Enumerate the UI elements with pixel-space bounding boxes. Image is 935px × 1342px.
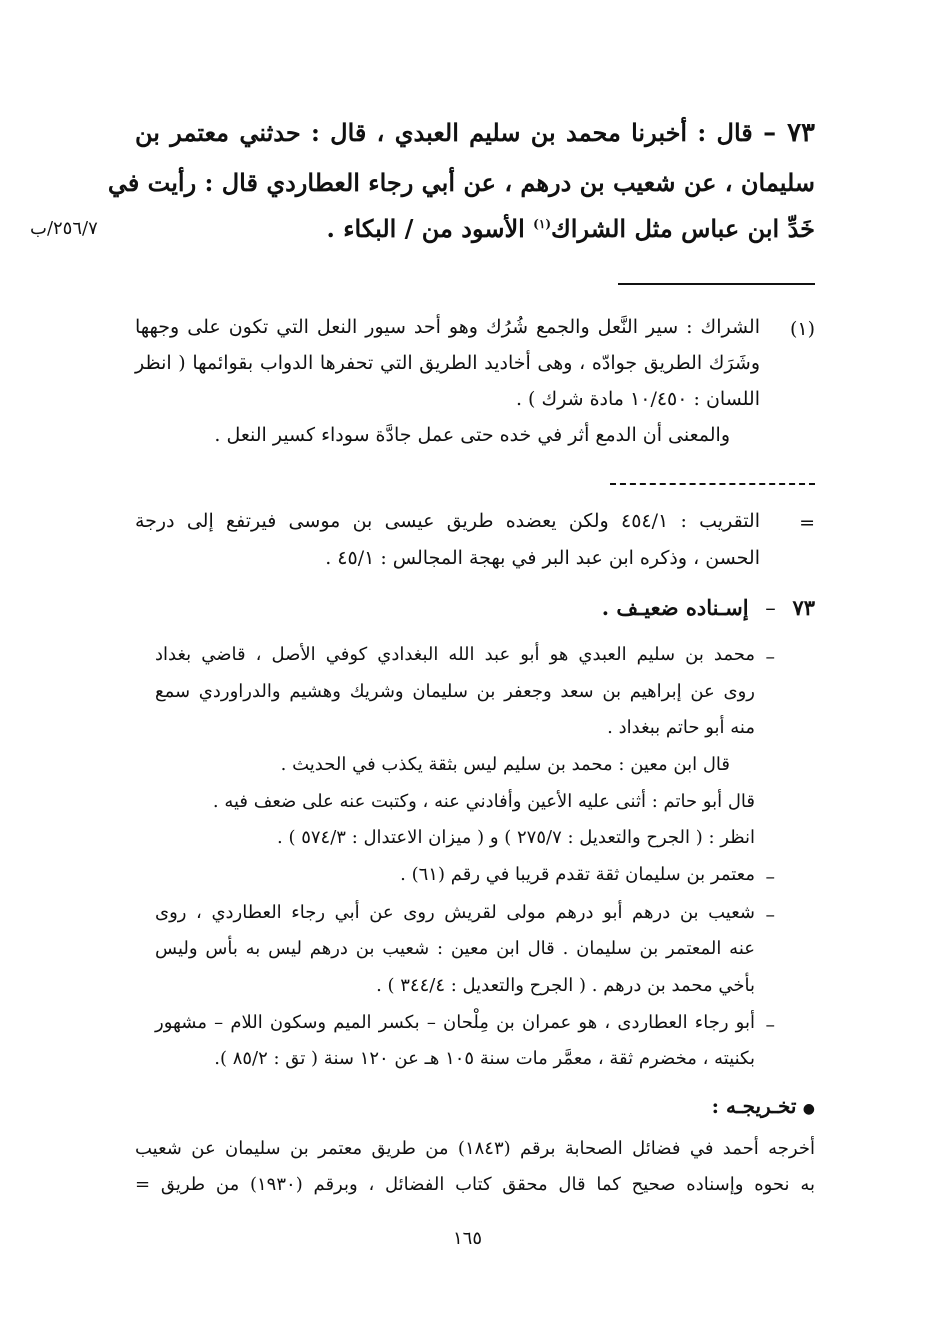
continuation-marker: = (799, 512, 815, 534)
item1-line-6: انظر : ( الجرح والتعديل : ٢٧٥/٧ ) و ( ميزان الاعتدال : ٥٧٤/٣ ) . (277, 827, 755, 848)
item1-line-4: قال ابن معين : محمد بن سليم ليس بثقة يكذب في الحديث . (280, 754, 730, 775)
item4-dash: – (765, 1014, 775, 1036)
footnote-ref: (١) (533, 217, 551, 231)
footnote-line-3: اللسان : ١٠/٤٥٠ مادة شرك ) . (515, 388, 760, 410)
hadith-line-3: خَدِّ ابن عباس مثل الشراك$^{(١)}$ الأسود من / البكاء . (326, 214, 815, 243)
hadith-number: ٧٣ – (763, 118, 815, 148)
takhrij-line-2: به نحوه وإسناده صحيح كما قال محقق كتاب الفضائل ، وبرقم (١٩٣٠) من طريق = (135, 1174, 815, 1195)
item1-line-1: محمد بن سليم العبدي هو أبو عبد الله البغدادي كوفي الأصل ، قاضي بغداد (155, 644, 755, 665)
item2-line-1: معتمر بن سليمان ثقة تقدم قريبا في رقم (٦١) . (400, 864, 755, 885)
footnote-line-2: وشَرَك الطريق جوادّه ، وهى أخاديد الطريق التي تحفرها الدواب بقوائمها ( انظر (135, 352, 760, 374)
commentary-title: إسـناده ضعيـف . (601, 595, 749, 620)
item2-dash: – (765, 866, 775, 888)
footnote-line-4: والمعنى أن الدمع أثر في خده حتى عمل جادَّة سوداء كسير النعل . (214, 424, 730, 446)
takhrij-line-1: أخرجه أحمد في فضائل الصحابة برقم (١٨٤٣) من طريق معتمر بن سليمان عن شعيب (135, 1138, 815, 1159)
footnote-marker: (١) (789, 318, 815, 340)
item1-line-5: قال أبو حاتم : أثنى عليه الأعين وأفادني عنه ، وكتبت عنه على ضعف فيه . (212, 791, 755, 812)
continuation-line-1: التقريب : ٤٥٤/١ ولكن يعضده طريق عيسى بن موسى فيرتفع إلى درجة (135, 510, 760, 532)
hadith-line-2: سليمان ، عن شعيب بن درهم ، عن أبي رجاء العطاردي قال : رأيت في (107, 168, 815, 197)
takhrij-heading (712, 1094, 815, 1118)
bullet-icon: ● (802, 1101, 815, 1117)
continuation-line-2: الحسن ، وذكره ابن عبد البر في بهجة المجالس : ٤٥/١ . (325, 547, 760, 569)
item1-line-2: روى عن إبراهيم بن سعد وجعفر بن سليمان وشريك وهشيم والدراوردي سمع (155, 681, 755, 702)
margin-manuscript-ref: ٢٥٦/٧/ب (30, 218, 98, 239)
item1-line-3: منه أبو حاتم ببغداد . (607, 717, 755, 738)
takhrij-title: تخـريجـه : (711, 1094, 797, 1118)
commentary-number: ٧٣ (792, 595, 815, 620)
item4-line-2: بكنيته ، مخضرم ثقة ، معمَّر مات سنة ١٠٥ هـ عن ١٢٠ سنة ( تق : ٨٥/٢ ). (214, 1048, 755, 1069)
item1-dash: – (765, 646, 775, 668)
footnote-line-1: الشراك : سير النَّعل والجمع شُرُك وهو أحد سيور النعل التي تكون على وجهها (135, 316, 760, 338)
item4-line-1: أبو رجاء العطاردى ، هو عمران بن مِلْحان – بكسر الميم وسكون اللام – مشهور (155, 1012, 755, 1033)
page-number: ١٦٥ (452, 1228, 482, 1249)
item3-dash: – (765, 904, 775, 926)
hadith-line-1: ٧٣ – قال : أخبرنا محمد بن سليم العبدي ، قال : حدثني معتمر بن (135, 118, 815, 148)
item3-line-3: بأخي محمد بن درهم . ( الجرح والتعديل : ٣٤٤/٤ ) . (376, 975, 755, 996)
commentary-heading: ٧٣ – إسـناده ضعيـف . (601, 595, 815, 620)
item3-line-1: شعيب بن درهم أبو درهم مولى لقريش روى عن أبي رجاء العطاردي ، روى (155, 902, 755, 923)
commentary-separator (610, 483, 815, 485)
footnote-separator (618, 283, 815, 285)
item3-line-2: عنه المعتمر بن سليمان . قال ابن معين : شعيب بن درهم ليس به بأس وليس (155, 938, 755, 959)
